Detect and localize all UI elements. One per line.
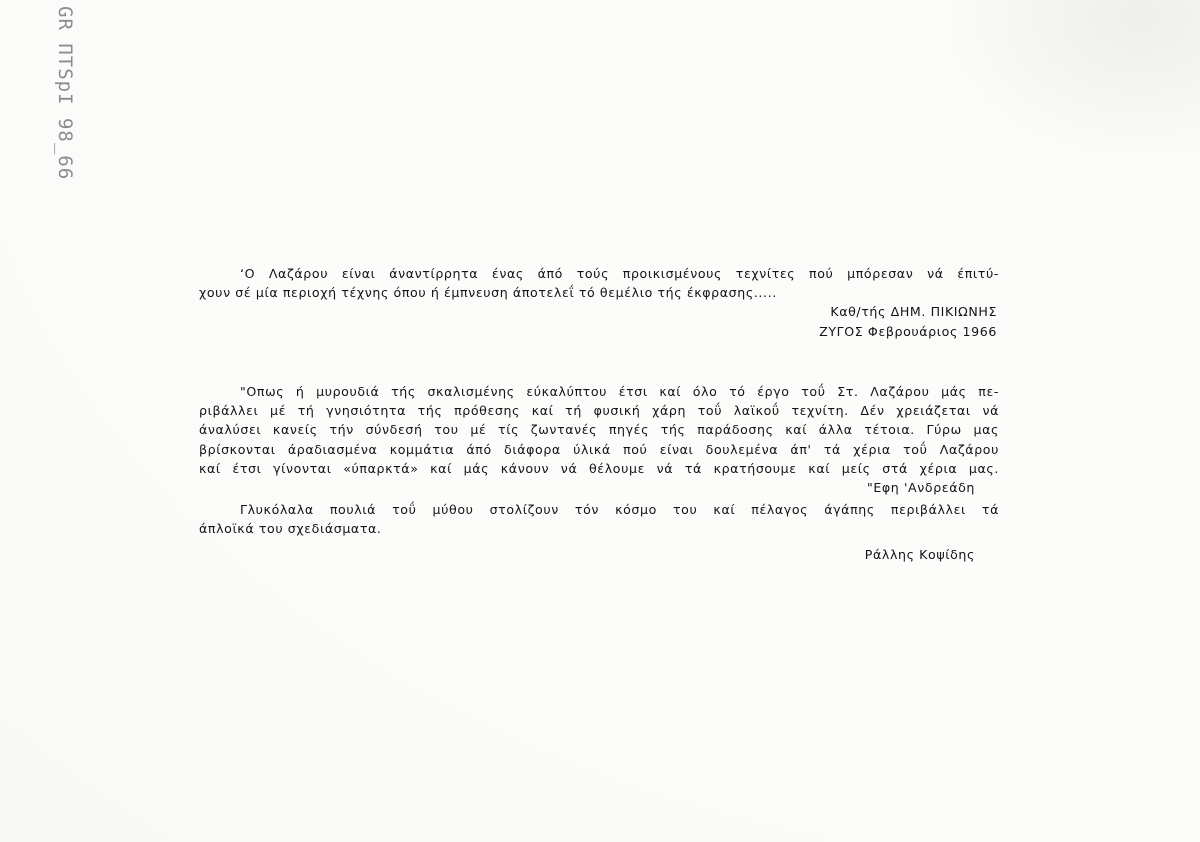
signature-line: Καθ/τής ΔΗΜ. ΠΙΚΙΩΝΗΣ: [830, 304, 997, 320]
quote-line: ‘Ο Λαζάρου είναι άναντίρρητα ένας άπό τούς προικισμένους τεχνίτες πού μπόρεσαν νά έπιτύ-: [240, 266, 999, 281]
quote-line: βρίσκονται άραδιασμένα κομμάτια άπό διάφορα ύλικά πού είναι δουλεμένα άπ' τά χέρια τοΰ Λαζάρου: [199, 441, 999, 457]
signature-line: ΖΥΓΟΣ Φεβρουάριος 1966: [819, 323, 997, 339]
archive-reference-mark: GR ΠΤSpI 98_66: [54, 6, 76, 181]
quote-line: "Οπως ή μυρουδιά τής σκαλισμένης εύκαλύπτου έτσι καί όλο τό έργο τοΰ Στ. Λαζάρου μάς πε-: [240, 384, 999, 399]
quote-andreadi: [199, 382, 999, 497]
quote-line: χουν σέ μία περιοχή τέχνης όπου ή έμπνευση άποτελεΐ τό θεμέλιο τής έκφρασης.....: [199, 285, 777, 301]
signature-line: Ράλλης Κοψίδης: [864, 547, 975, 563]
quote-kopsidis: [199, 500, 999, 565]
quote-line: άπλοϊκά του σχεδιάσματα.: [199, 521, 382, 537]
quote-pikionis: [199, 264, 999, 341]
quote-line: ριβάλλει μέ τή γνησιότητα τής πρόθεσης καί τή φυσική χάρη τοΰ λαϊκοΰ τεχνίτη. Δέν χρειάζεται νά: [199, 403, 999, 419]
quote-line: άναλύσει κανείς τήν σύνδεσή του μέ τίς ζωντανές πηγές τής παράδοσης καί άλλα τέτοια. Γύρω μας: [199, 422, 999, 438]
quote-line: καί έτσι γίνονται «ύπαρκτά» καί μάς κάνουν νά θέλουμε νά τά κρατήσουμε καί μείς στά χέρια μας.: [199, 460, 999, 476]
signature-line: "Εφη 'Ανδρεάδη: [866, 480, 975, 496]
quote-line: Γλυκόλαλα πουλιά τοΰ μύθου στολίζουν τόν κόσμο του καί πέλαγος άγάπης περιβάλλει τά: [240, 502, 999, 517]
